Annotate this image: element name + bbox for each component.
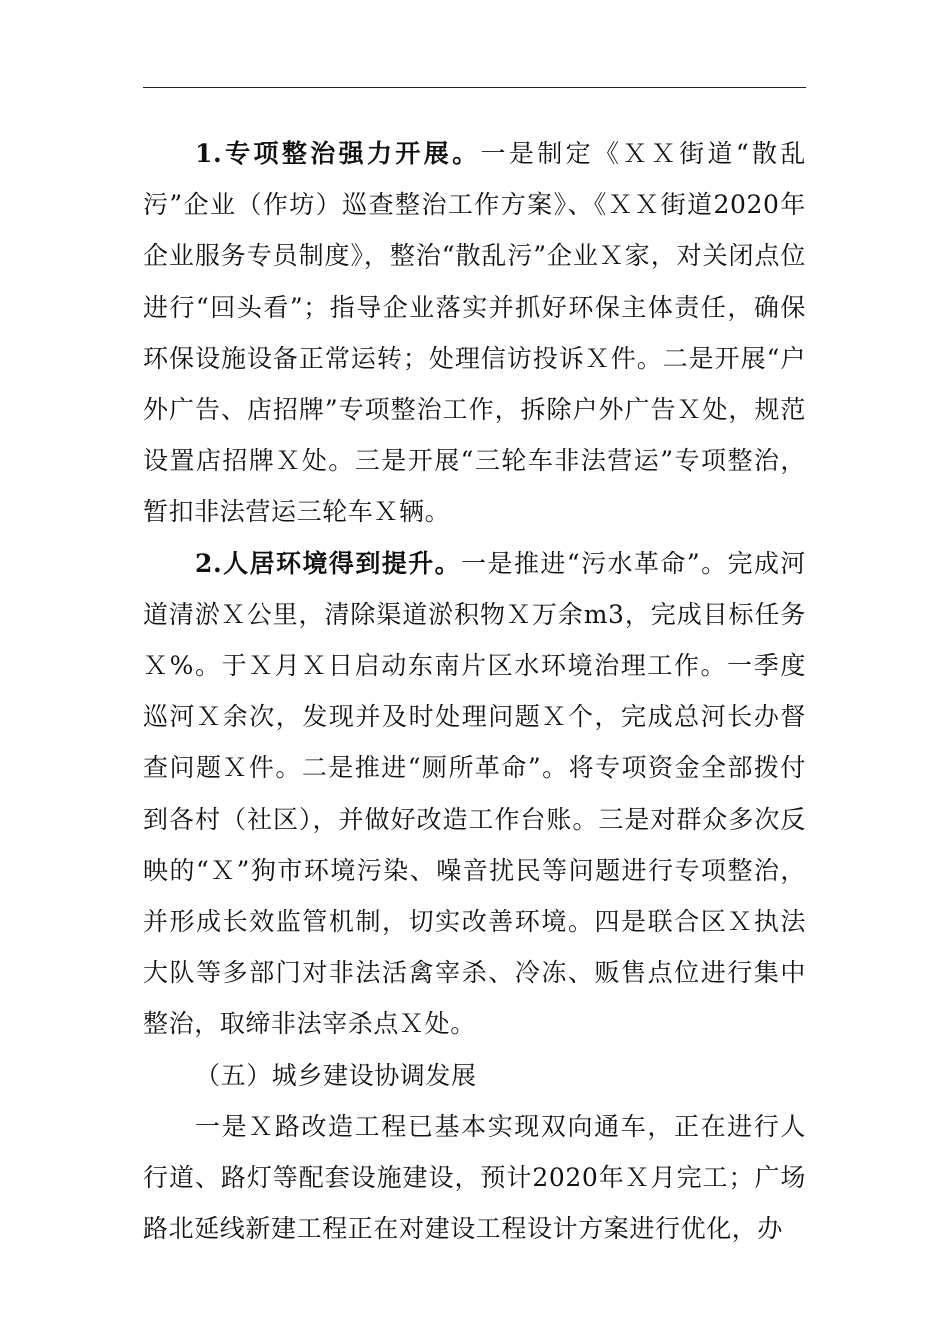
paragraph-special-rectification bbox=[143, 128, 806, 538]
paragraph-road-construction bbox=[143, 1101, 806, 1255]
paragraph-living-environment bbox=[143, 538, 806, 1050]
paragraph-text: 一是制定《ＸＸ街道“散乱污”企业（作坊）巡查整治工作方案》、《ＸＸ街道2020年企业服务专员制度》，整治“散乱污”企业Ｘ家，对关闭点位进行“回头看”；指导企业落实并抓好环保主体责任，确保环保设施设备正常运转；处理信访投诉Ｘ件。二是开展“户外广告、店招牌”专项整治工作，拆除户外广告Ｘ处，规范设置店招牌Ｘ处。三是开展“三轮车非法营运”专项整治，暂扣非法营运三轮车Ｘ辆。 bbox=[143, 139, 806, 527]
section-heading-text: （五）城乡建设协调发展 bbox=[195, 1060, 477, 1090]
header-rule bbox=[143, 87, 806, 88]
paragraph-heading: 2.人居环境得到提升。 bbox=[195, 548, 462, 578]
section-heading-urban-rural bbox=[143, 1050, 806, 1101]
paragraph-heading: 1.专项整治强力开展。 bbox=[195, 139, 481, 168]
paragraph-text: 一是Ｘ路改造工程已基本实现双向通车，正在进行人行道、路灯等配套设施建设，预计2020年Ｘ月完工；广场路北延线新建工程正在对建设工程设计方案进行优化，办 bbox=[143, 1111, 806, 1244]
document-body bbox=[143, 128, 806, 1254]
paragraph-text: 一是推进“污水革命”。完成河道清淤Ｘ公里，清除渠道淤积物Ｘ万余m3，完成目标任务Ｘ%。于Ｘ月Ｘ日启动东南片区水环境治理工作。一季度巡河Ｘ余次，发现并及时处理问题Ｘ个，完成总河长办督查问题Ｘ件。二是推进“厕所革命”。将专项资金全部拨付到各村（社区），并做好改造工作台账。三是对群众多次反映的“Ｘ”狗市环境污染、噪音扰民等问题进行专项整治，并形成长效监管机制，切实改善环境。四是联合区Ｘ执法大队等多部门对非法活禽宰杀、冷冻、贩售点位进行集中整治，取缔非法宰杀点Ｘ处。 bbox=[143, 548, 806, 1039]
